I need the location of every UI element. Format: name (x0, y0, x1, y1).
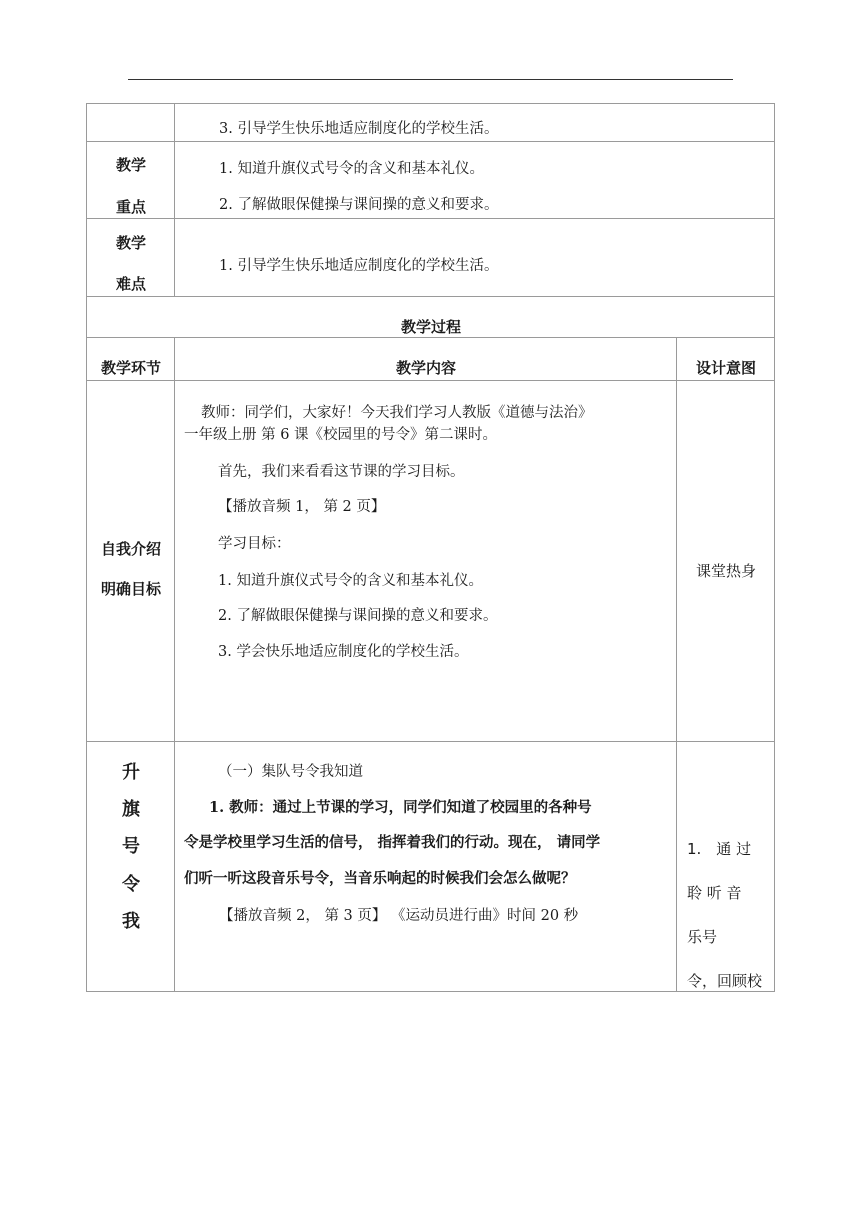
header-stage-cell (86, 337, 175, 381)
objective-item-3: 3. 引导学生快乐地适应制度化的学校生活。 (219, 121, 499, 137)
row1-stage-line-1: 自我介绍 (100, 540, 161, 558)
row2-audio: 【播放音频 2， 第 3 页】 《运动员进行曲》时间 20 秒 (219, 908, 579, 924)
difficulties-label-1: 教学 (115, 234, 146, 252)
row2-stage-char-4: 令 (122, 874, 140, 895)
difficulty-item-1: 1. 引导学生快乐地适应制度化的学校生活。 (219, 258, 499, 274)
header-content: 教学内容 (395, 359, 456, 377)
row2-intent-line-2: 聆 听 音 (687, 884, 742, 902)
lesson-plan-table (86, 103, 775, 992)
row2-intent-cell (676, 741, 775, 992)
row1-stage-cell (86, 380, 175, 742)
row2-section: （一）集队号令我知道 (218, 764, 363, 780)
row1-teacher-line-2: 一年级上册 第 6 课《校园里的号令》第二课时。 (184, 427, 498, 443)
row1-content-cell (174, 380, 677, 742)
key-points-label-cell (86, 141, 175, 219)
row1-intent-cell (676, 380, 775, 742)
row2-bold-line-1: 1. 教师：通过上节课的学习，同学们知道了校园里的各种号 (209, 799, 592, 816)
process-title-cell (86, 296, 775, 338)
row2-stage-cell (86, 741, 175, 992)
row2-stage-char-3: 号 (122, 836, 140, 857)
key-points-content-cell (174, 141, 775, 219)
row1-goal-1: 1. 知道升旗仪式号令的含义和基本礼仪。 (218, 573, 483, 589)
row1-audio: 【播放音频 1， 第 2 页】 (218, 499, 386, 515)
row2-intent-line-3: 乐号 (687, 928, 718, 946)
difficulties-label-cell (86, 218, 175, 297)
row2-stage-char-1: 升 (122, 762, 140, 783)
row1-intent: 课堂热身 (695, 562, 756, 580)
key-points-label-1: 教学 (115, 156, 146, 174)
difficulties-label-2: 难点 (115, 275, 146, 293)
row2-bold-line-2: 令是学校里学习生活的信号， 指挥着我们的行动。现在， 请同学 (184, 834, 601, 851)
row1-stage-line-2: 明确目标 (100, 580, 161, 598)
key-point-item-2: 2. 了解做眼保健操与课间操的意义和要求。 (219, 197, 499, 213)
difficulties-content-cell (174, 218, 775, 297)
row1-teacher-line-1: 教师：同学们，大家好！今天我们学习人教版《道德与法治》 (201, 405, 593, 421)
row2-stage-char-2: 旗 (122, 799, 140, 820)
row1-goal-3: 3. 学会快乐地适应制度化的学校生活。 (218, 644, 469, 660)
row2-bold-line-3: 们听一听这段音乐号令，当音乐响起的时候我们会怎么做呢？ (184, 870, 576, 887)
row1-goal-2: 2. 了解做眼保健操与课间操的意义和要求。 (218, 608, 498, 624)
key-points-label-2: 重点 (115, 198, 146, 216)
header-intent-cell (676, 337, 775, 381)
objectives-cont-cell (174, 103, 775, 142)
header-content-cell (174, 337, 677, 381)
header-intent: 设计意图 (695, 359, 756, 377)
objectives-label-cell (86, 103, 175, 142)
row2-stage-char-5: 我 (122, 911, 140, 932)
process-title: 教学过程 (400, 318, 461, 336)
header-stage: 教学环节 (100, 359, 161, 377)
row2-intent-line-4: 令，回顾校 (687, 972, 763, 990)
row2-content-cell (174, 741, 677, 992)
row1-first: 首先，我们来看看这节课的学习目标。 (218, 464, 465, 480)
key-point-item-1: 1. 知道升旗仪式号令的含义和基本礼仪。 (219, 161, 484, 177)
header-rule (128, 79, 733, 80)
row1-goals-title: 学习目标： (218, 536, 291, 552)
row2-intent-line-1: 1. 通 过 (687, 840, 752, 858)
